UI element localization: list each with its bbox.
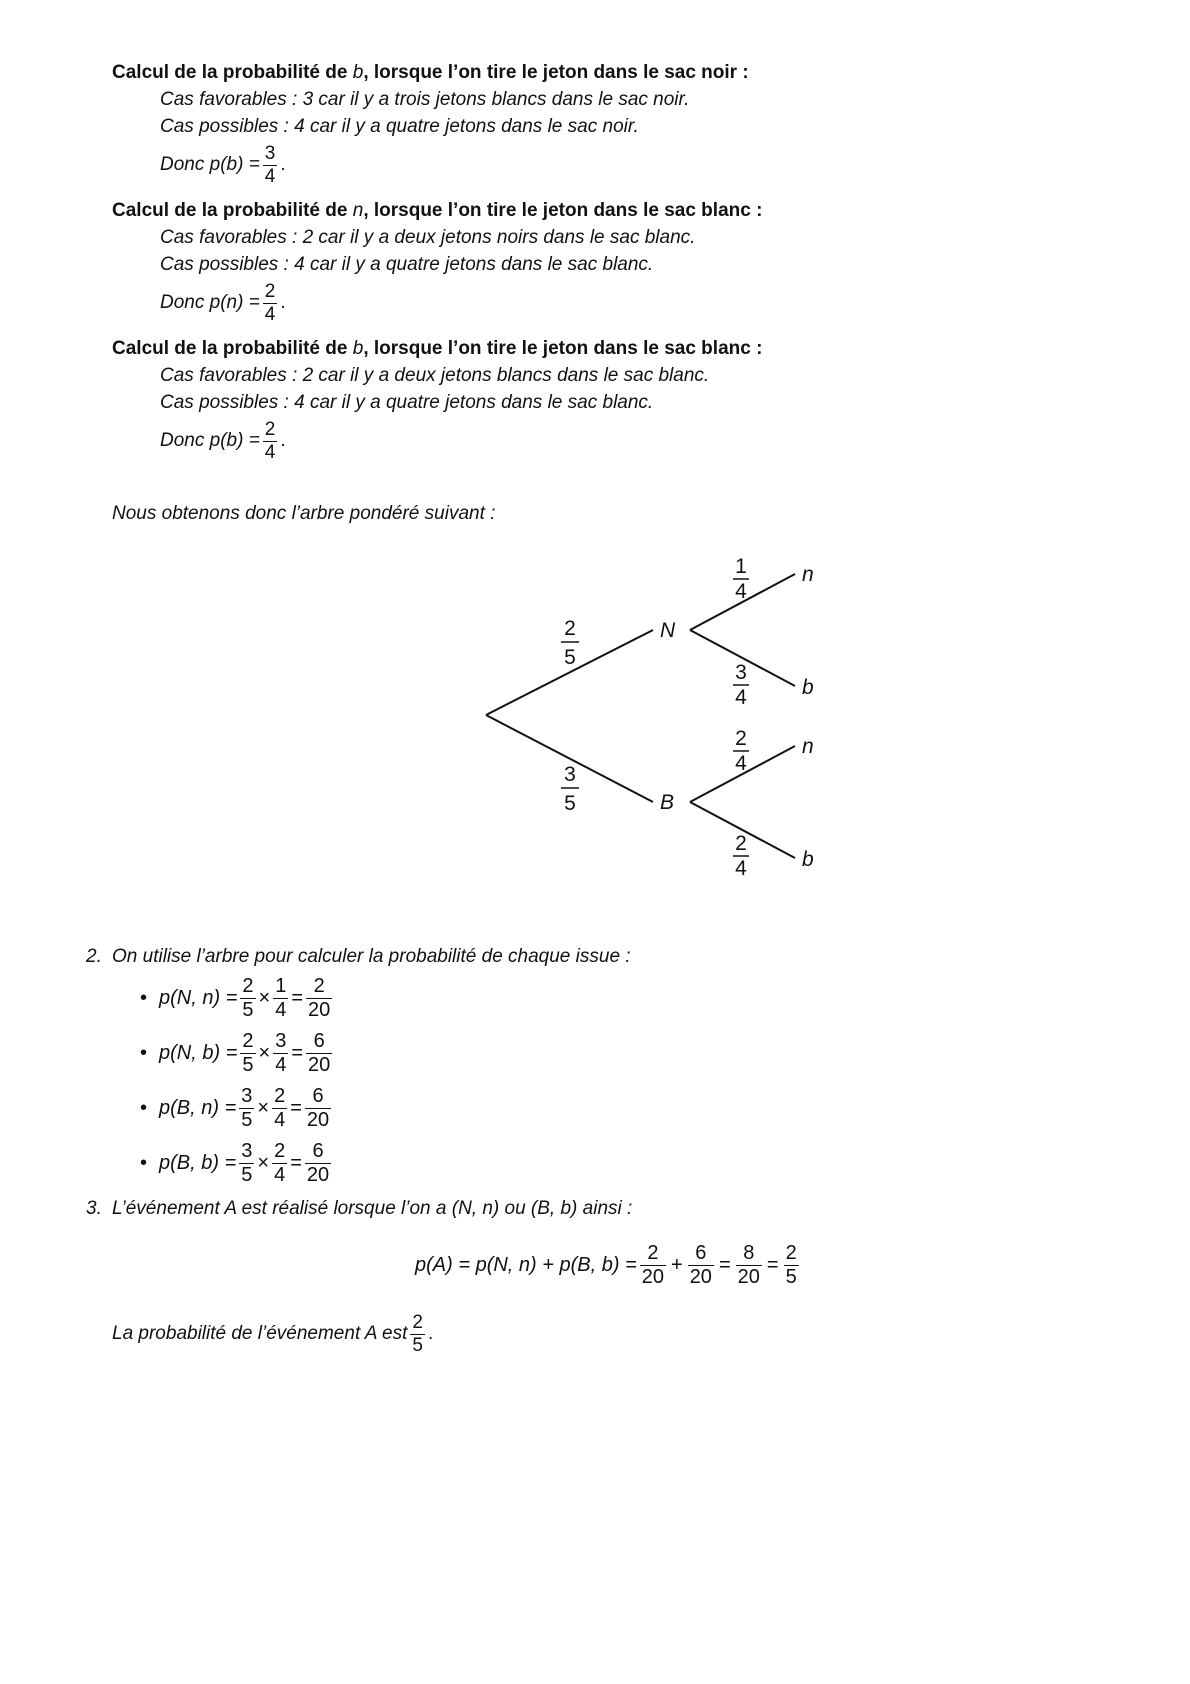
weight-N-n [733,555,749,603]
section-1-favorables: Cas favorables : 3 car il y a trois jetons blancs dans le sac noir. [160,89,690,110]
heading-text: Calcul de la probabilité de [112,200,353,221]
fraction: $\frac{2}{4}$ [274,1140,286,1186]
heading-text: Calcul de la probabilité de [112,338,353,359]
svg-text:3: 3 [735,661,747,684]
svg-text:2: 2 [564,617,576,640]
weight-B-n [733,727,749,775]
q2-text: On utilise l’arbre pour calculer la probabilité de chaque issue : [112,946,631,967]
bullet: • [140,1042,148,1064]
svg-text:4: 4 [735,580,747,603]
heading-variable: n [352,200,364,221]
fraction: $\frac{2}{4}$ [274,1085,286,1131]
fraction: $\frac{3}{5}$ [241,1140,253,1186]
heading-text: Calcul de la probabilité de [112,62,353,83]
heading-variable: b [352,338,364,359]
svg-text:4: 4 [735,686,747,709]
q2-item: • p(B, b) = $\frac{3}{5}$ × $\frac{2}{4}$ = $\frac{6}{20}$ [140,1140,330,1186]
section-3-favorables: Cas favorables : 2 car il y a deux jetons blancs dans le sac blanc. [160,365,710,386]
svg-text:4: 4 [735,857,747,880]
section-1-possibles: Cas possibles : 4 car il y a quatre jetons dans le sac noir. [160,116,639,137]
fraction: $\frac{6}{20}$ [689,1242,712,1288]
weight-B-b [733,832,749,880]
bullet: • [140,1152,148,1174]
section-2-result: Donc p(n) = $\frac{2}{4}$ . [160,281,286,325]
weight-N-b [733,661,749,709]
svg-text:1: 1 [735,555,747,578]
q3-equation: p(A) = p(N, n) + p(B, b) = $\frac{2}{20}$ + $\frac{6}{20}$ = $\frac{8}{20}$ = $\frac{2}{5}$ [415,1242,797,1288]
q2-item: • p(B, n) = $\frac{3}{5}$ × $\frac{2}{4}$ = $\frac{6}{20}$ [140,1085,330,1131]
branch-root-B [486,715,653,802]
q3-conclusion: La probabilité de l’événement A est $\frac{2}{5}$ . [112,1312,434,1356]
svg-text:2: 2 [735,727,747,750]
section-1-result: Donc p(b) = $\frac{3}{4}$ . [160,143,286,187]
svg-text:4: 4 [735,752,747,775]
fraction: $\frac{2}{4}$ [264,419,276,463]
fraction: $\frac{2}{20}$ [641,1242,664,1288]
fraction: $\frac{6}{20}$ [306,1140,330,1186]
svg-text:5: 5 [564,646,576,669]
fraction: $\frac{3}{5}$ [241,1085,253,1131]
fraction: $\frac{2}{4}$ [264,281,276,325]
leaf-N-n: n [802,563,814,586]
section-2-favorables: Cas favorables : 2 car il y a deux jetons noirs dans le sac blanc. [160,227,696,248]
fraction: $\frac{8}{20}$ [737,1242,760,1288]
node-B: B [660,791,675,814]
fraction: $\frac{1}{4}$ [275,975,287,1021]
bullet: • [140,987,148,1009]
tree-intro: Nous obtenons donc l’arbre pondéré suivant : [112,503,496,524]
q2-item: • p(N, b) = $\frac{2}{5}$ × $\frac{3}{4}$ = $\frac{6}{20}$ [140,1030,331,1076]
q3-text: L’événement A est réalisé lorsque l’on a (N, n) ou (B, b) ainsi : [112,1198,633,1219]
leaf-B-b: b [802,848,814,871]
result-text: Donc p(b) = [160,430,260,452]
result-text: Donc p(n) = [160,292,260,314]
heading-text: , lorsque l’on tire le jeton dans le sac blanc : [363,200,763,221]
node-N: N [660,619,676,642]
svg-text:5: 5 [564,792,576,815]
heading-variable: b [352,62,364,83]
fraction: $\frac{2}{20}$ [308,975,331,1021]
fraction: $\frac{2}{5}$ [242,975,254,1021]
fraction: $\frac{3}{4}$ [275,1030,287,1076]
q3-number: 3. [86,1198,102,1219]
q2-number: 2. [86,946,102,967]
svg-text:2: 2 [735,832,747,855]
fraction: $\frac{3}{4}$ [264,143,276,187]
section-3-possibles: Cas possibles : 4 car il y a quatre jetons dans le sac blanc. [160,392,654,413]
svg-text:3: 3 [564,763,576,786]
bullet: • [140,1097,148,1119]
result-text: Donc p(b) = [160,154,260,176]
fraction: $\frac{2}{5}$ [242,1030,254,1076]
fraction: $\frac{2}{5}$ [412,1312,423,1356]
q2-item: • p(N, n) = $\frac{2}{5}$ × $\frac{1}{4}$ = $\frac{2}{20}$ [140,975,331,1021]
leaf-N-b: b [802,676,814,699]
heading-text: , lorsque l’on tire le jeton dans le sac blanc : [363,338,763,359]
section-3-result: Donc p(b) = $\frac{2}{4}$ . [160,419,286,463]
weight-B [561,763,579,815]
fraction: $\frac{6}{20}$ [306,1085,330,1131]
heading-text: , lorsque l’on tire le jeton dans le sac noir : [363,62,749,83]
fraction: $\frac{6}{20}$ [308,1030,331,1076]
weight-N [561,617,579,669]
leaf-B-n: n [802,735,814,758]
fraction: $\frac{2}{5}$ [785,1242,797,1288]
section-2-possibles: Cas possibles : 4 car il y a quatre jetons dans le sac blanc. [160,254,654,275]
